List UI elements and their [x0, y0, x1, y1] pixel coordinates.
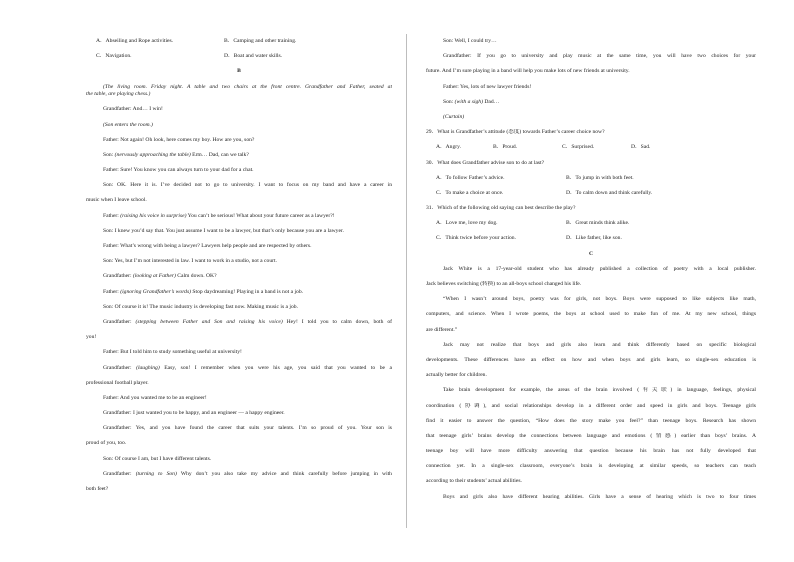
- dialogue-line: Father: (ignoring Grandfather’s words) Stop daydreaming! Playing in a band is not a job.: [103, 288, 304, 295]
- passage-line: coordination (协调), and social relationships develop in a different order and speed in girls and boys. Teenage girls: [426, 402, 756, 409]
- option-a: A．To follow Father’s advice.: [436, 174, 505, 181]
- option-b: B．Proud.: [493, 144, 518, 151]
- dialogue-line: music when I leave school.: [86, 197, 147, 204]
- column-divider: [406, 34, 407, 528]
- option-d: D．Boat and water skills.: [224, 53, 283, 60]
- dialogue-line: Grandfather: (looking at Father) Calm down. OK?: [103, 273, 217, 280]
- section-heading-c: C: [588, 250, 594, 257]
- right-column: [426, 36, 756, 501]
- passage-line: are different.”: [426, 326, 458, 333]
- dialogue-line: Grandfather: (turning to Son) Why don’t you also take my advice and think carefully before jumping in with: [103, 470, 392, 477]
- passage-line: connection yet. In a single-sex classroom, everyone’s brain is developing at similar speeds, so teachers can teach: [426, 463, 756, 470]
- passage-line: find it easier to answer the question, “How does the story make you feel?” than teenage boys. Research has shown: [426, 417, 756, 424]
- option-row: [86, 53, 392, 61]
- passage-line: actually better for children.: [426, 372, 487, 379]
- option-d: D．To calm down and think carefully.: [566, 189, 653, 196]
- passage-line: “When I wasn’t around boys, poetry was for girls, not boys. Boys were supposed to like subjects like math,: [443, 296, 756, 303]
- dialogue-line: Son: Of course it is! The music industry is developing fast now. Making music is a job.: [103, 303, 298, 310]
- passage-line: developments. These differences have an effect on how and when boys and girls learn, so single-sex education is: [426, 356, 756, 363]
- passage-line: computers, and science. When I wrote poems, the boys at school used to make fun of me. At my new school, things: [426, 311, 756, 318]
- dialogue-line: Grandfather: If you go to university and play music at the same time, you will have two choices for your: [443, 53, 756, 60]
- passage-line: that teenage girls’ brains develop the connections between language and emotions (情感) earlier than boys’ brains. A: [426, 432, 756, 439]
- dialogue-line: Son: OK. Here it is. I’ve decided not to go to university. I want to focus on my band and have a career in: [103, 182, 392, 189]
- dialogue: [86, 106, 392, 493]
- section-heading-b: B: [237, 68, 241, 75]
- option-a: A．Love me, love my dog.: [436, 220, 498, 227]
- dialogue-line: Father: (raising his voice in surprise) You can’t be serious! What about your future career as a lawyer?!: [103, 212, 335, 219]
- dialogue-line: Father: But I told him to study something useful at university!: [103, 349, 242, 356]
- dialogue-line: Grandfather: And… I win!: [103, 106, 163, 113]
- dialogue-line: Son: (with a sigh) Dad…: [443, 98, 500, 105]
- question-31: 31．Which of the following old saying can best describe the play?: [426, 205, 576, 212]
- option-row: [86, 38, 392, 46]
- dialogue-line: Son: I knew you’d say that. You just assume I want to be a lawyer, but that’s only because you are a lawyer.: [103, 227, 344, 234]
- left-column: [86, 36, 392, 494]
- dialogue-line: Grandfather: (stepping between Father and Son and raising his voice) Hey! I told you to calm down, both of: [103, 318, 392, 325]
- dialogue-line: Son: Of course I am, but I have different talents.: [103, 455, 212, 462]
- dialogue-line: you!: [86, 334, 97, 341]
- dialogue-line: Grandfather: (laughing) Easy, son! I remember when you were his age, you said that you wanted to be a: [103, 364, 392, 371]
- dialogue-line: Father: And you wanted me to be an engineer!: [103, 394, 207, 401]
- option-c: C．Navigation.: [96, 53, 132, 60]
- question-30: 30．What does Grandfather advise son to do at last?: [426, 159, 545, 166]
- option-c: C．Surprised.: [562, 144, 595, 151]
- dialogue-line: proud of you, too.: [86, 440, 127, 447]
- stage-direction: (The living room. Friday night. A table and two chairs at the front centre. Grandfather and Father, seated at: [103, 83, 392, 90]
- option-a: A．Abseiling and Rope activities.: [96, 38, 174, 44]
- stage-direction: (Son enters the room.): [103, 121, 153, 128]
- dialogue-line: both feet?: [86, 486, 109, 493]
- option-d: D．Sad.: [631, 144, 651, 151]
- question-30-options: [426, 190, 756, 198]
- dialogue-line: Father: Yes, lots of new lawyer friends!: [443, 83, 532, 90]
- dialogue-line: Grandfather: Yes, and you have found the career that suits your talents. I’m so proud of you. Your son is: [103, 425, 392, 432]
- passage-line: Boys and girls also have different hearing abilities. Girls have a sense of hearing which is two to four times: [443, 493, 756, 500]
- option-c: C．Think twice before your action.: [436, 235, 516, 242]
- question-29-options: [426, 144, 756, 152]
- stage-direction: the table, are playing chess.): [86, 91, 151, 98]
- dialogue-line: future. And I’m sure playing in a band will help you make lots of new friends at university.: [426, 68, 630, 75]
- passage-line: according to their students’ actual abilities.: [426, 478, 522, 485]
- dialogue-line: Father: Not again! Oh look, here comes my boy. How are you, son?: [103, 136, 255, 143]
- dialogue-line: Son: Well, I could try…: [443, 38, 497, 44]
- option-c: C．To make a choice at once.: [436, 189, 504, 196]
- option-b: B．To jump in with both feet.: [566, 174, 634, 181]
- passage-line: teenage boy will have more difficulty answering that question because his brain has not fully developed that: [426, 448, 756, 455]
- dialogue-line: Son: Yes, but I’m not interested in law. I want to work in a studio, not a court.: [103, 258, 277, 265]
- question-30-options: [426, 175, 756, 183]
- dialogue-line: Father: Sure! You know you can always turn to your dad for a chat.: [103, 167, 254, 174]
- dialogue-line: Son: (nervously approaching the table) Erm… Dad, can we talk?: [103, 151, 249, 158]
- question-29: 29．What is Grandfather’s attitude (态度) towards Father’s career choice now?: [426, 129, 605, 136]
- option-b: B．Great minds think alike.: [566, 220, 630, 227]
- option-d: D．Like father, like son.: [566, 235, 622, 242]
- question-31-options: [426, 220, 756, 228]
- dialogue-line: Grandfather: I just wanted you to be happy, and an engineer — a happy engineer.: [103, 410, 285, 417]
- dialogue-line: professional football player.: [86, 379, 149, 386]
- stage-direction: (Curtain): [443, 113, 465, 120]
- option-a: A．Angry.: [436, 144, 461, 151]
- dialogue-line: Father: What’s wrong with being a lawyer? Lawyers help people and are respected by others.: [103, 243, 312, 250]
- option-b: B．Camping and other training.: [224, 38, 297, 44]
- passage-line: Jack may not realize that boys and girls also learn and think differently based on specific biological: [443, 341, 756, 348]
- passage-line: Take brain development for example, the areas of the brain involved (有关联) in language, feelings, physical: [443, 387, 756, 394]
- passage-line: Jack White is a 17-year-old student who has already published a collection of poetry with a local publisher.: [443, 265, 756, 272]
- question-31-options: [426, 235, 756, 243]
- passage-line: Jack believes switching (转换) to an all-boys school changed his life.: [426, 281, 582, 287]
